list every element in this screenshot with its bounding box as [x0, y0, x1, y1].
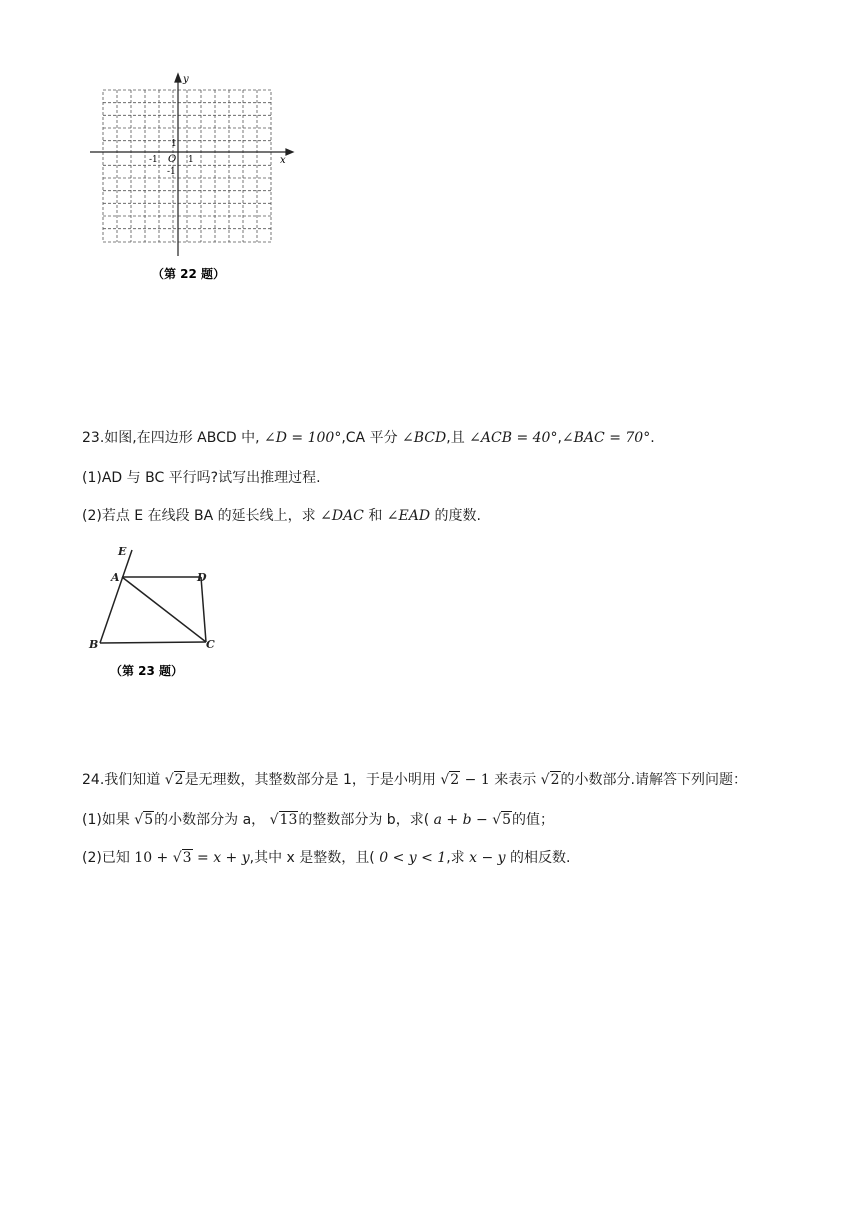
figure-caption: （第 22 题）: [152, 267, 226, 281]
tick-label-x-positive: 1: [188, 155, 194, 165]
radicand: 2: [174, 772, 184, 788]
q23-stem-text-3: ,且: [446, 430, 470, 446]
q24-stem-text-3: 来表示: [489, 772, 541, 788]
sqrt-3: √3: [172, 850, 192, 866]
q23-stem: [82, 428, 655, 448]
line-ba-extended: [100, 550, 132, 643]
tick-label-y-negative: -1: [167, 167, 176, 177]
math-angle-d: ∠D = 100°: [264, 430, 342, 446]
point-label-e: E: [118, 545, 127, 558]
point-label-a: A: [111, 571, 120, 584]
math-minus-one: − 1: [460, 772, 490, 788]
radicand: 2: [450, 772, 460, 788]
sqrt-5: √5: [134, 812, 154, 828]
radicand: 3: [182, 850, 192, 866]
point-label-c: C: [206, 638, 215, 651]
segment-bc: [100, 642, 206, 643]
math-angle-acb: ∠ACB = 40°: [469, 430, 558, 446]
q24-part1-text-1: (1)如果: [82, 812, 135, 828]
sqrt-5-b: √5: [492, 812, 512, 828]
q24-stem-text-4: 的小数部分.请解答下列问题：: [560, 772, 747, 788]
q24-stem-text-2: 是无理数，其整数部分是 1，于是小明用: [184, 772, 441, 788]
radicand: 5: [144, 812, 154, 828]
q23-part2: [82, 506, 481, 526]
q23-part2-text-2: 和: [363, 508, 387, 524]
q24-stem-text-1: 24.我们知道: [82, 772, 165, 788]
sqrt-13: √13: [269, 812, 298, 828]
sqrt-2: √2: [164, 772, 184, 788]
tick-label-y-positive: 1: [171, 139, 177, 149]
segment-dc: [201, 577, 206, 642]
q24-part1-text-2: 的小数部分为 a，: [154, 812, 270, 828]
grid-lines: [103, 90, 271, 242]
q24-part2-text-4: 的相反数.: [505, 850, 571, 866]
tick-label-x-negative: -1: [149, 155, 158, 165]
figure-caption: （第 23 题）: [110, 664, 184, 678]
segment-ac: [122, 577, 206, 642]
point-label-d: D: [197, 571, 207, 584]
radicand: 13: [279, 812, 298, 828]
q23-part2-text-3: 的度数.: [430, 508, 481, 524]
q24-stem: [82, 770, 747, 790]
origin-label: O: [168, 154, 177, 165]
math-angle-bac: ∠BAC = 70°: [561, 430, 651, 446]
q23-stem-text-4: ,: [557, 430, 562, 446]
q24-part1-text-4: 的值；: [512, 812, 555, 828]
q24-part2-text-1: (2)已知: [82, 850, 135, 866]
q23-stem-text-2: ,CA 平分: [341, 430, 403, 446]
q23-part2-text-1: (2)若点 E 在线段 BA 的延长线上，求: [82, 508, 321, 524]
point-label-b: B: [89, 638, 99, 651]
y-axis-label: y: [183, 74, 189, 85]
quadrilateral-figure: [80, 540, 230, 685]
q24-part2-text-3: ,求: [446, 850, 470, 866]
radicand: 2: [550, 772, 560, 788]
coordinate-grid-figure: [86, 70, 306, 290]
radicand: 5: [502, 812, 512, 828]
math-x-minus-y: x − y: [469, 850, 506, 866]
math-equals-x-plus-y: = x + y: [192, 850, 250, 866]
math-angle-bcd: ∠BCD: [402, 430, 447, 446]
math-inequality: 0 < y < 1: [379, 850, 447, 866]
q24-part2: [82, 848, 570, 868]
q23-stem-text-1: 23.如图,在四边形 ABCD 中,: [82, 430, 265, 446]
sqrt-2-c: √2: [540, 772, 560, 788]
q23-stem-text-5: .: [650, 430, 655, 446]
math-a-plus-b-minus: a + b −: [433, 812, 493, 828]
math-angle-ead: ∠EAD: [386, 508, 431, 524]
q23-part1: (1)AD 与 BC 平行吗?试写出推理过程.: [82, 470, 321, 486]
q24-part2-text-2: ,其中 x 是整数，且(: [249, 850, 380, 866]
x-axis-label: x: [280, 155, 286, 166]
q24-part1: [82, 810, 554, 830]
math-ten-plus: 10 +: [134, 850, 173, 866]
math-angle-dac: ∠DAC: [320, 508, 364, 524]
sqrt-2-b: √2: [440, 772, 460, 788]
q24-part1-text-3: 的整数部分为 b，求(: [298, 812, 434, 828]
